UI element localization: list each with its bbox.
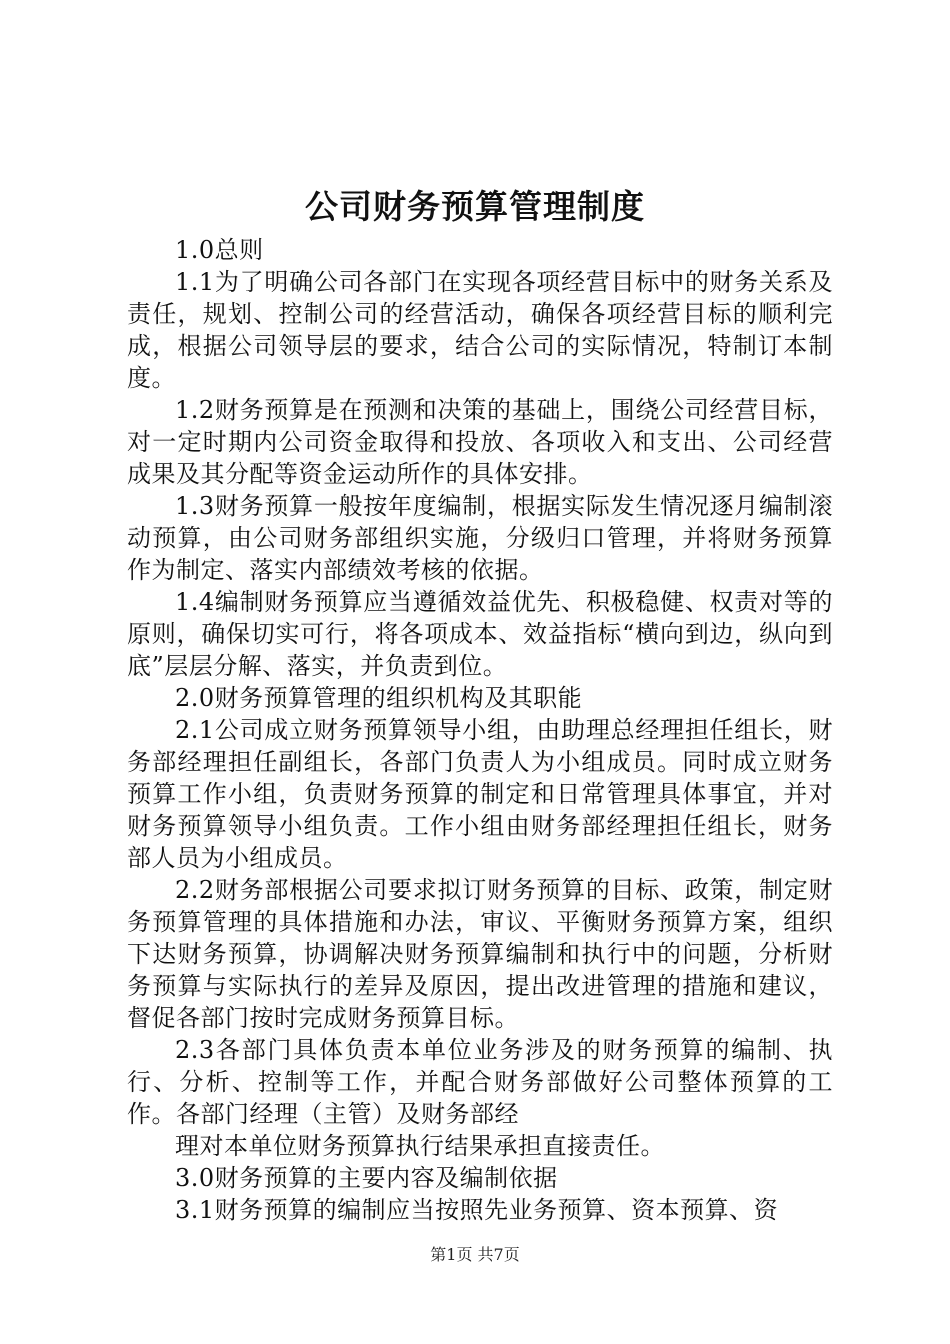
document-title: 公司财务预算管理制度 — [305, 187, 645, 226]
section-heading-3: 3.0财务预算的主要内容及编制依据 — [175, 1164, 558, 1192]
section-heading-2: 2.0财务预算管理的组织机构及其职能 — [175, 684, 583, 712]
paragraph-1-1: 1.1为了明确公司各部门在实现各项经营目标中的财务关系及责任，规划、控制公司的经营活动，确保各项经营目标的顺利完成，根据公司领导层的要求，结合公司的实际情况，特制订本制度。 — [127, 268, 833, 392]
paragraph-2-3-continued: 理对本单位财务预算执行结果承担直接责任。 — [175, 1132, 665, 1160]
section-heading-1: 1.0总则 — [175, 236, 264, 264]
page-number-footer: 第1页 共7页 — [430, 1245, 520, 1264]
document-body — [127, 234, 833, 1226]
paragraph-2-3: 2.3各部门具体负责本单位业务涉及的财务预算的编制、执行、分析、控制等工作，并配合财务部做好公司整体预算的工作。各部门经理（主管）及财务部经 — [127, 1036, 833, 1128]
paragraph-1-4: 1.4编制财务预算应当遵循效益优先、积极稳健、权责对等的原则，确保切实可行，将各项成本、效益指标“横向到边，纵向到底”层层分解、落实，并负责到位。 — [127, 588, 833, 680]
paragraph-2-2: 2.2财务部根据公司要求拟订财务预算的目标、政策，制定财务预算管理的具体措施和办法，审议、平衡财务预算方案，组织下达财务预算，协调解决财务预算编制和执行中的问题，分析财务预算与实际执行的差异及原因，提出改进管理的措施和建议，督促各部门按时完成财务预算目标。 — [127, 876, 833, 1032]
paragraph-3-1: 3.1财务预算的编制应当按照先业务预算、资本预算、资 — [175, 1196, 779, 1224]
paragraph-2-1: 2.1公司成立财务预算领导小组，由助理总经理担任组长，财务部经理担任副组长，各部门负责人为小组成员。同时成立财务预算工作小组，负责财务预算的制定和日常管理具体事宜，并对财务预算领导小组负责。工作小组由财务部经理担任组长，财务部人员为小组成员。 — [127, 716, 833, 872]
paragraph-1-3: 1.3财务预算一般按年度编制，根据实际发生情况逐月编制滚动预算，由公司财务部组织实施，分级归口管理，并将财务预算作为制定、落实内部绩效考核的依据。 — [127, 492, 833, 584]
paragraph-1-2: 1.2财务预算是在预测和决策的基础上，围绕公司经营目标，对一定时期内公司资金取得和投放、各项收入和支出、公司经营成果及其分配等资金运动所作的具体安排。 — [127, 396, 833, 488]
